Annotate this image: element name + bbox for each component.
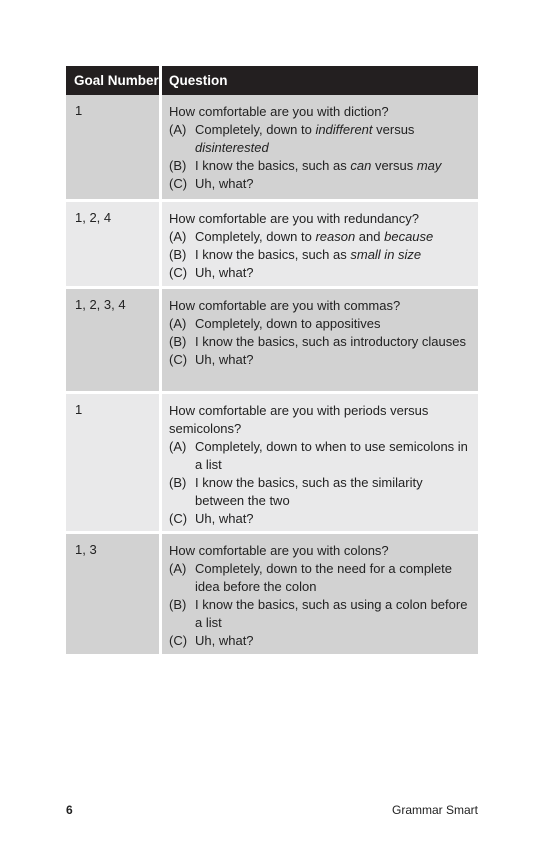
table-header <box>66 66 478 95</box>
option-text: Uh, what? <box>195 633 254 648</box>
answer-option <box>169 228 472 246</box>
answer-option <box>169 560 472 596</box>
option-text: I know the basics, such as can versus may <box>195 158 442 173</box>
option-label: (C) <box>169 176 188 191</box>
option-text: Uh, what? <box>195 176 254 191</box>
question-text: How comfortable are you with redundancy? <box>169 211 420 226</box>
option-text: Uh, what? <box>195 352 254 367</box>
page-number: 6 <box>66 803 73 817</box>
answer-option <box>169 474 472 510</box>
answer-option <box>169 632 472 650</box>
table-row <box>66 289 478 391</box>
option-text: Completely, down to appositives <box>195 316 381 331</box>
question-cell <box>162 534 478 654</box>
book-title: Grammar Smart <box>391 803 478 817</box>
goal-number-cell: 1, 3 <box>75 542 97 557</box>
option-label: (C) <box>169 633 188 648</box>
option-label: (A) <box>169 122 187 137</box>
question-cell <box>162 394 478 531</box>
goal-number-cell: 1, 2, 3, 4 <box>75 297 126 312</box>
question-text: How comfortable are you with commas? <box>169 298 401 313</box>
option-label: (B) <box>169 158 187 173</box>
option-text: Completely, down to when to use semicolons in a list <box>195 439 468 472</box>
answer-option <box>169 175 472 193</box>
answer-option <box>169 510 472 528</box>
question-cell <box>162 95 478 199</box>
option-label: (C) <box>169 511 188 526</box>
option-text: Completely, down to indifferent versus disinterested <box>195 122 415 155</box>
option-label: (B) <box>169 475 187 490</box>
option-label: (C) <box>169 265 188 280</box>
answer-option <box>169 121 472 157</box>
table-row <box>66 394 478 531</box>
goals-table <box>66 66 478 654</box>
option-label: (A) <box>169 439 187 454</box>
answer-option <box>169 438 472 474</box>
question-cell <box>162 289 478 391</box>
answer-option <box>169 264 472 282</box>
question-text: How comfortable are you with diction? <box>169 104 389 119</box>
answer-option <box>169 315 472 333</box>
question-header: Question <box>169 73 228 88</box>
option-text: I know the basics, such as introductory clauses <box>195 334 466 349</box>
option-label: (A) <box>169 229 187 244</box>
question-text: How comfortable are you with colons? <box>169 543 389 558</box>
table-row <box>66 202 478 286</box>
option-text: Completely, down to reason and because <box>195 229 434 244</box>
answer-option <box>169 246 472 264</box>
option-label: (A) <box>169 561 187 576</box>
answer-option <box>169 333 472 351</box>
option-label: (C) <box>169 352 188 367</box>
option-label: (B) <box>169 597 187 612</box>
option-text: Completely, down to the need for a complete idea before the colon <box>195 561 453 594</box>
option-text: I know the basics, such as using a colon before a list <box>195 597 468 630</box>
goal-number-cell: 1, 2, 4 <box>75 210 112 225</box>
goal-number-cell: 1 <box>75 402 83 417</box>
goal-number-header: Goal Number <box>74 73 159 88</box>
answer-option <box>169 157 472 175</box>
option-text: I know the basics, such as small in size <box>195 247 422 262</box>
question-cell <box>162 202 478 286</box>
goal-number-cell: 1 <box>75 103 83 118</box>
option-text: I know the basics, such as the similarity between the two <box>195 475 423 508</box>
option-label: (A) <box>169 316 187 331</box>
table-row <box>66 534 478 654</box>
question-text: How comfortable are you with periods versus semicolons? <box>169 403 429 436</box>
option-label: (B) <box>169 334 187 349</box>
answer-option <box>169 351 472 369</box>
option-text: Uh, what? <box>195 511 254 526</box>
table-row <box>66 95 478 199</box>
option-text: Uh, what? <box>195 265 254 280</box>
answer-option <box>169 596 472 632</box>
option-label: (B) <box>169 247 187 262</box>
